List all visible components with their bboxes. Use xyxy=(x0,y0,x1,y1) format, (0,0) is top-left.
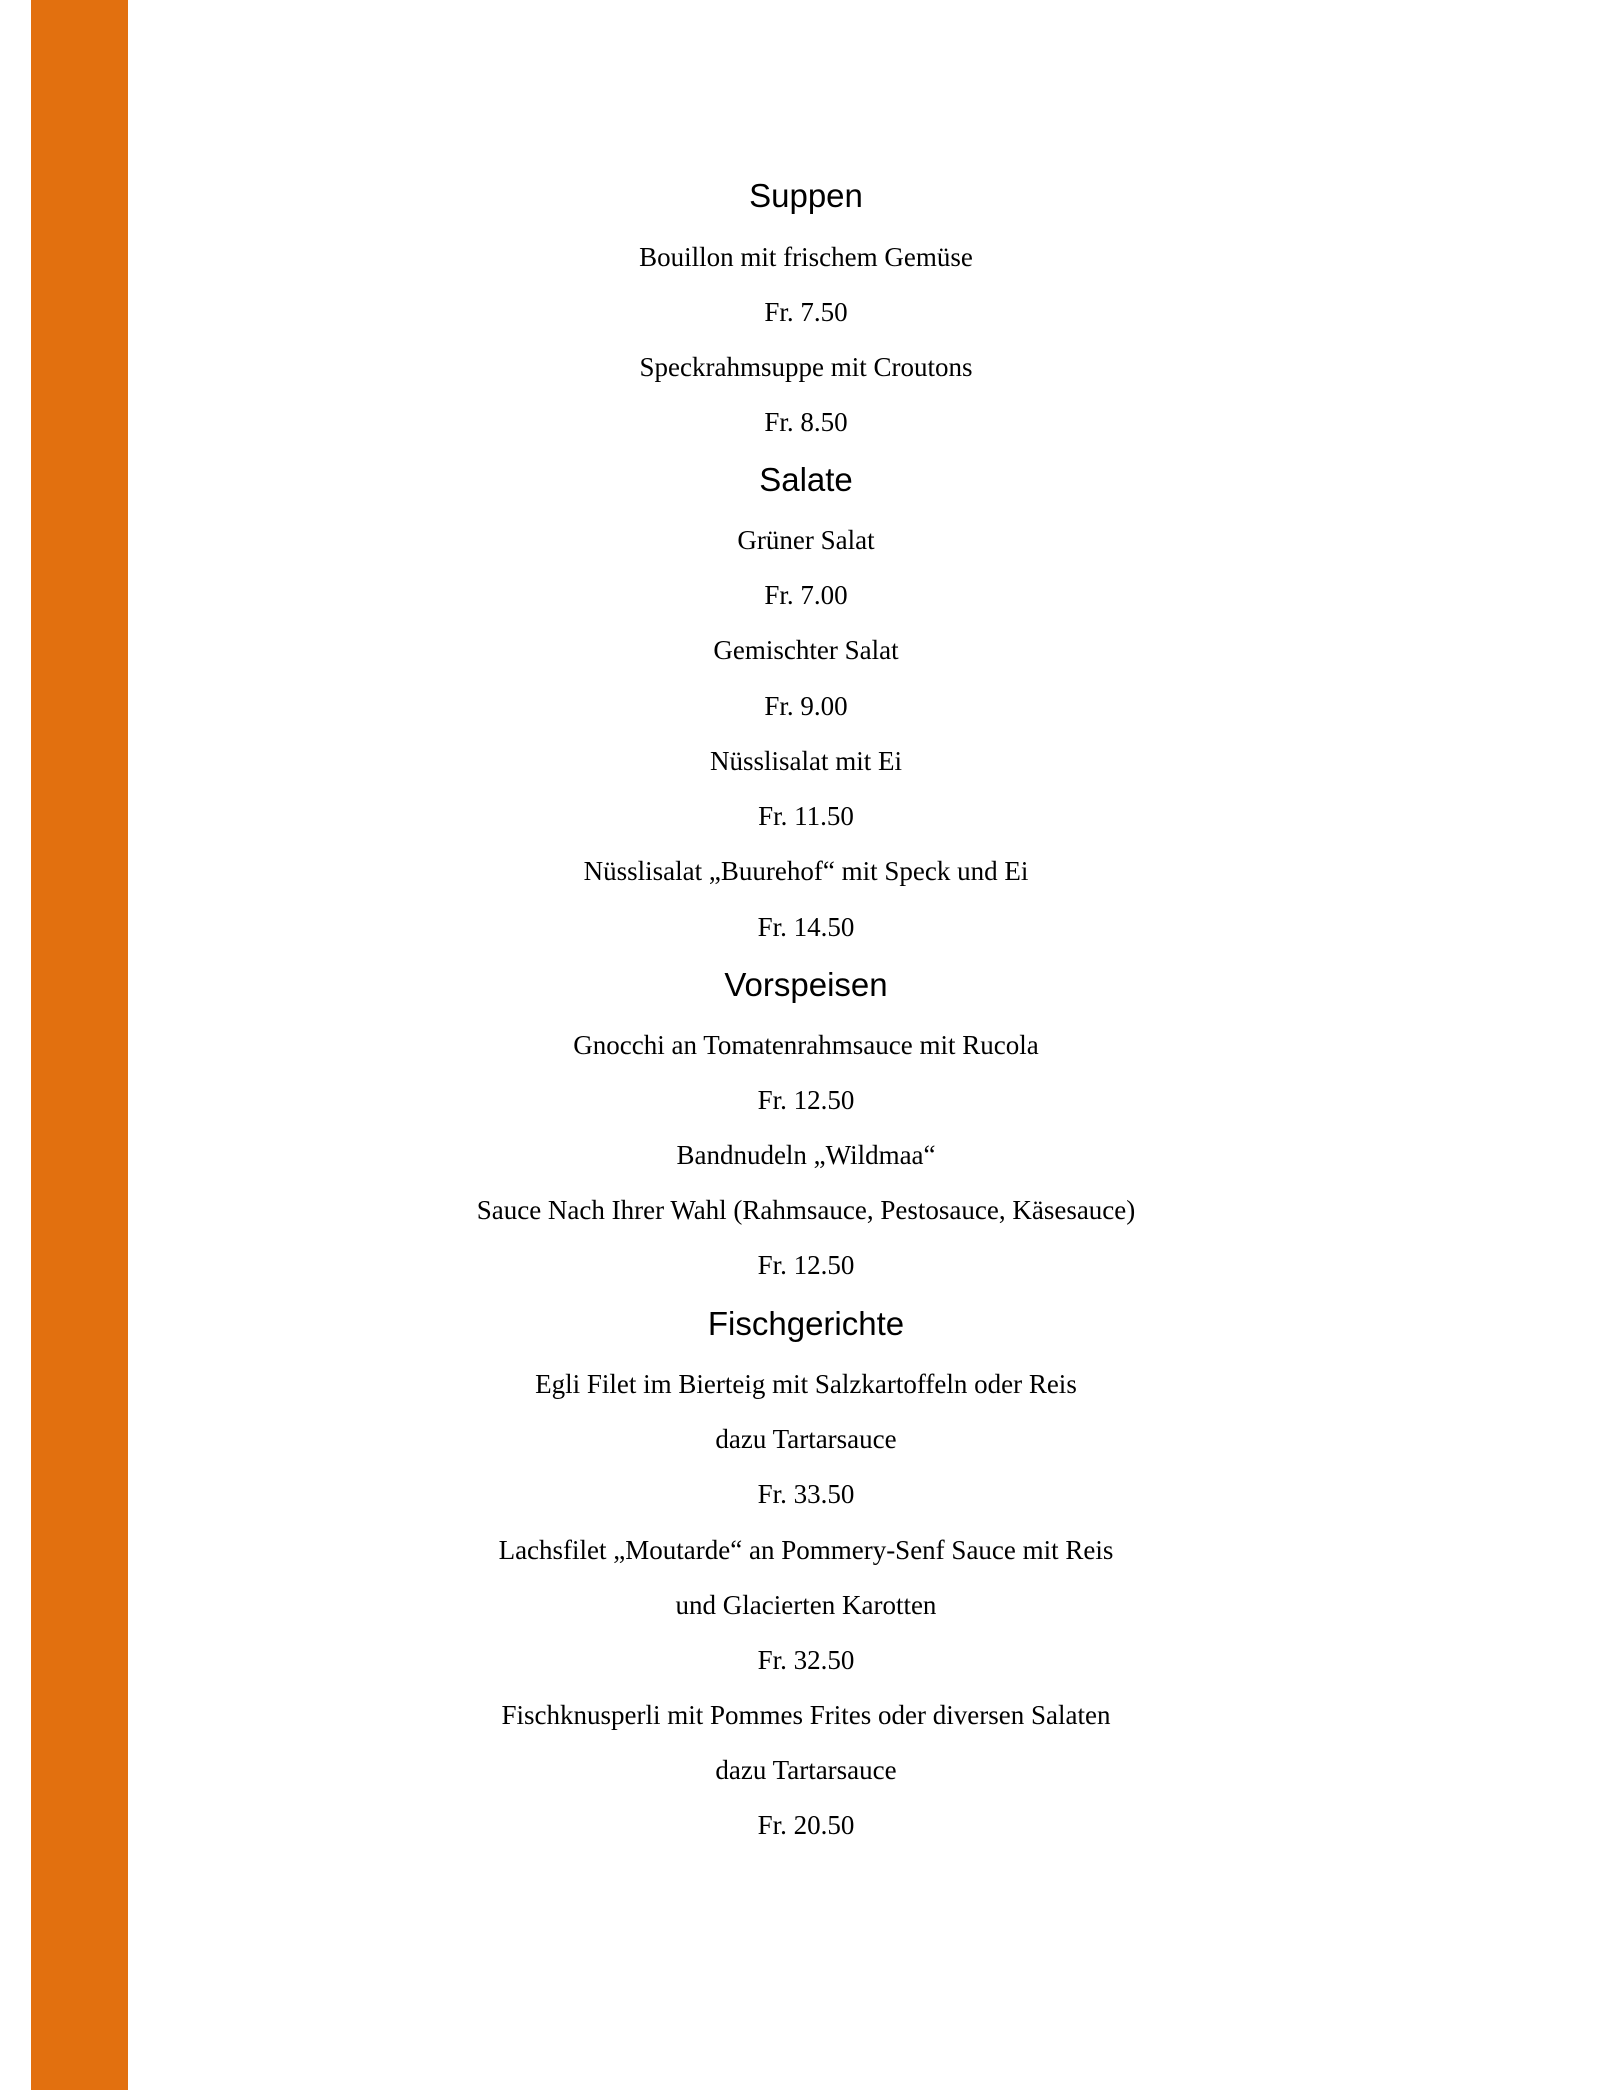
menu-item-price: Fr. 9.00 xyxy=(764,691,848,721)
menu-item-price: Fr. 32.50 xyxy=(757,1645,855,1675)
menu-item-name: Gemischter Salat xyxy=(713,635,899,665)
section-heading-suppen: Suppen xyxy=(749,177,863,214)
menu-item-name: Bandnudeln „Wildmaa“ xyxy=(676,1140,936,1170)
menu-item-name: Lachsfilet „Moutarde“ an Pommery-Senf Sauce mit Reis xyxy=(498,1535,1114,1565)
menu-item-price: Fr. 20.50 xyxy=(757,1810,855,1840)
section-heading-salate: Salate xyxy=(759,461,853,498)
section-heading-fischgerichte: Fischgerichte xyxy=(707,1305,905,1342)
menu-item-name: Gnocchi an Tomatenrahmsauce mit Rucola xyxy=(573,1030,1039,1060)
menu-item-name: Egli Filet im Bierteig mit Salzkartoffeln oder Reis xyxy=(535,1369,1077,1399)
menu-item-price: Fr. 33.50 xyxy=(757,1479,855,1509)
menu-item-detail: dazu Tartarsauce xyxy=(715,1755,897,1785)
menu-item-detail: und Glacierten Karotten xyxy=(675,1590,937,1620)
menu-item-price: Fr. 8.50 xyxy=(764,407,848,437)
menu-item-name: Bouillon mit frischem Gemüse xyxy=(639,242,973,272)
menu-item-price: Fr. 7.50 xyxy=(764,297,848,327)
menu-item-name: Grüner Salat xyxy=(737,525,875,555)
menu-item-price: Fr. 12.50 xyxy=(757,1085,855,1115)
menu-item-name: Fischknusperli mit Pommes Frites oder diversen Salaten xyxy=(501,1700,1111,1730)
menu-item-detail: Sauce Nach Ihrer Wahl (Rahmsauce, Pestosauce, Käsesauce) xyxy=(476,1195,1136,1225)
menu-item-price: Fr. 7.00 xyxy=(764,580,848,610)
menu-item-price: Fr. 12.50 xyxy=(757,1250,855,1280)
menu-item-detail: dazu Tartarsauce xyxy=(715,1424,897,1454)
menu-item-name: Speckrahmsuppe mit Croutons xyxy=(639,352,973,382)
menu-item-name: Nüsslisalat „Buurehof“ mit Speck und Ei xyxy=(583,856,1029,886)
section-heading-vorspeisen: Vorspeisen xyxy=(724,966,888,1003)
menu-item-price: Fr. 11.50 xyxy=(758,801,854,831)
menu-item-price: Fr. 14.50 xyxy=(757,912,855,942)
menu-item-name: Nüsslisalat mit Ei xyxy=(710,746,902,776)
